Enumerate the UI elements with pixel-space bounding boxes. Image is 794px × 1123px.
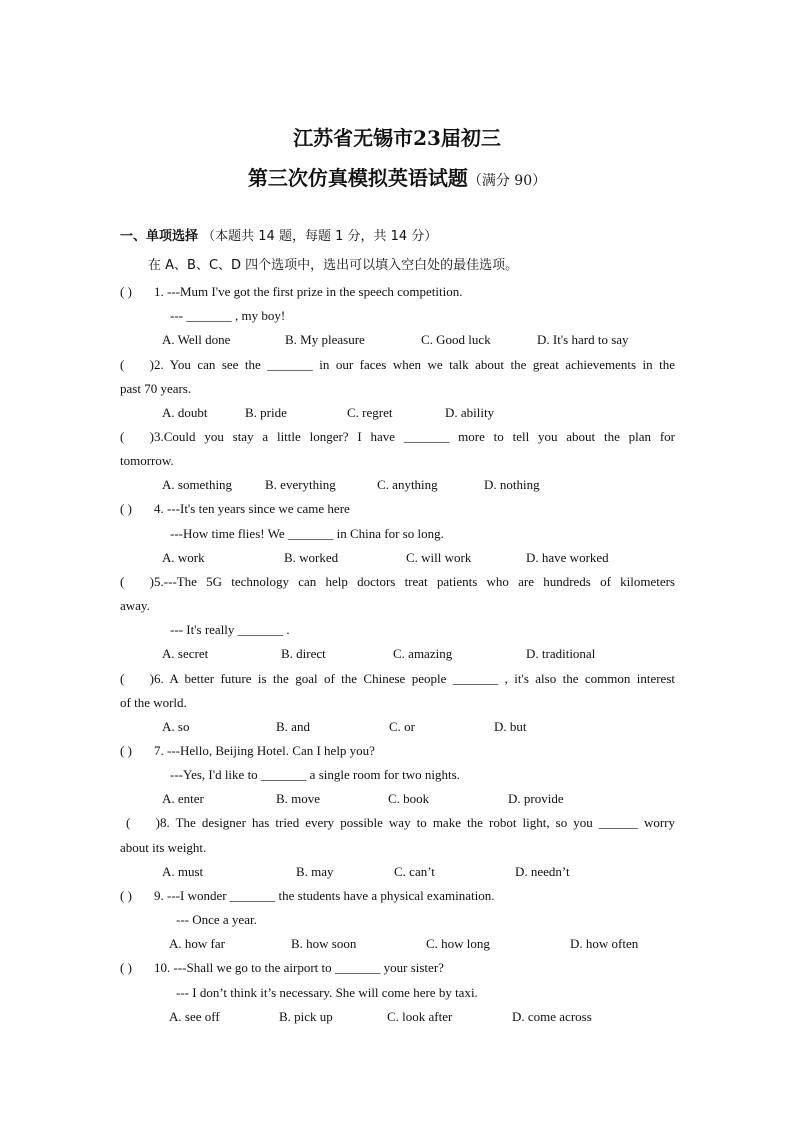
option-a[interactable]: A. Well done [162,332,231,347]
title-line-1: 江苏省无锡市23届初三 [293,126,501,150]
option-c[interactable]: C. will work [406,550,472,565]
option-d[interactable]: D. It's hard to say [537,332,629,347]
question-1 [120,284,462,300]
option-a[interactable]: A. doubt [162,405,208,420]
question-reply: --- _______ , my boy! [170,308,286,323]
question-3 [120,429,675,445]
option-d[interactable]: D. traditional [526,646,596,661]
question-stem: 4. ---It's ten years since we came here [154,501,350,516]
answer-blank[interactable]: ( ) [120,284,132,299]
question-6 [120,671,675,687]
question-stem-cont: away. [120,598,150,613]
question-stem-cont: tomorrow. [120,453,174,468]
question-stem: 5.---The 5G technology can help doctors treat patients who are hundreds of kilometers [154,574,675,589]
section-heading [120,229,437,245]
answer-blank[interactable]: ( ) [126,815,160,830]
option-b[interactable]: B. pride [245,405,287,420]
question-stem: 3.Could you stay a little longer? I have _______ more to tell you about the plan for [154,429,675,444]
option-a[interactable]: A. secret [162,646,209,661]
option-d[interactable]: D. nothing [484,477,540,492]
option-a[interactable]: A. something [162,477,233,492]
option-c[interactable]: C. amazing [393,646,453,661]
section-title: 一、单项选择 [120,229,199,244]
question-stem: 2. You can see the _______ in our faces when we talk about the great achievements in the [154,357,675,372]
section-note: （本题共 14 题，每题 1 分，共 14 分） [202,229,438,244]
question-reply: ---How time flies! We _______ in China for so long. [170,526,444,541]
option-a[interactable]: A. enter [162,791,204,806]
option-c[interactable]: C. anything [377,477,438,492]
option-d[interactable]: D. how often [570,936,639,951]
question-stem: 8. The designer has tried every possible way to make the robot light, so you ______ worry [160,815,675,830]
question-stem-cont: of the world. [120,695,187,710]
option-a[interactable]: A. see off [169,1009,220,1024]
option-d[interactable]: D. have worked [526,550,609,565]
question-stem-cont: past 70 years. [120,381,192,396]
question-5 [120,574,675,590]
answer-blank[interactable]: ( ) [120,671,154,686]
question-9 [120,888,494,904]
option-b[interactable]: B. and [276,719,310,734]
option-a[interactable]: A. must [162,864,204,879]
option-b[interactable]: B. everything [265,477,336,492]
section-instruction: 在 A、B、C、D 四个选项中，选出可以填入空白处的最佳选项。 [148,258,519,273]
question-stem: 7. ---Hello, Beijing Hotel. Can I help you? [154,743,375,758]
question-reply: ---Yes, I'd like to _______ a single room for two nights. [170,767,460,782]
question-2 [120,357,675,373]
title-main: 第三次仿真模拟英语试题 [247,166,468,190]
option-d[interactable]: D. come across [512,1009,592,1024]
answer-blank[interactable]: ( ) [120,429,154,444]
option-a[interactable]: A. work [162,550,205,565]
answer-blank[interactable]: ( ) [120,357,154,372]
title-note: （满分 90） [467,173,547,189]
option-b[interactable]: B. direct [281,646,326,661]
option-a[interactable]: A. how far [169,936,225,951]
option-b[interactable]: B. how soon [291,936,357,951]
option-d[interactable]: D. but [494,719,527,734]
question-stem: 10. ---Shall we go to the airport to _______ your sister? [154,960,444,975]
answer-blank[interactable]: ( ) [120,960,132,975]
answer-blank[interactable]: ( ) [120,501,132,516]
answer-blank[interactable]: ( ) [120,743,132,758]
question-stem-cont: about its weight. [120,840,207,855]
option-b[interactable]: B. may [296,864,334,879]
option-d[interactable]: D. needn’t [515,864,570,879]
question-reply: --- It's really _______ . [170,622,290,637]
title-line-2 [0,162,794,191]
option-b[interactable]: B. worked [284,550,339,565]
option-c[interactable]: C. Good luck [421,332,491,347]
answer-blank[interactable]: ( ) [120,888,132,903]
question-10 [120,960,444,976]
option-c[interactable]: C. look after [387,1009,453,1024]
option-c[interactable]: C. book [388,791,430,806]
option-b[interactable]: B. move [276,791,321,806]
option-b[interactable]: B. My pleasure [285,332,365,347]
question-stem: 9. ---I wonder _______ the students have a physical examination. [154,888,495,903]
question-stem: 6. A better future is the goal of the Chinese people _______ , it's also the common interest [154,671,675,686]
option-a[interactable]: A. so [162,719,190,734]
option-c[interactable]: C. can’t [394,864,435,879]
question-stem: 1. ---Mum I've got the first prize in the speech competition. [154,284,463,299]
option-c[interactable]: C. regret [347,405,393,420]
question-reply: --- Once a year. [176,912,257,927]
option-c[interactable]: C. how long [426,936,490,951]
option-b[interactable]: B. pick up [279,1009,333,1024]
question-reply: --- I don’t think it’s necessary. She will come here by taxi. [176,985,478,1000]
answer-blank[interactable]: ( ) [120,574,154,589]
question-4 [120,501,350,517]
question-7 [120,743,375,759]
question-8 [126,815,675,831]
option-c[interactable]: C. or [389,719,415,734]
option-d[interactable]: D. provide [508,791,564,806]
option-d[interactable]: D. ability [445,405,495,420]
